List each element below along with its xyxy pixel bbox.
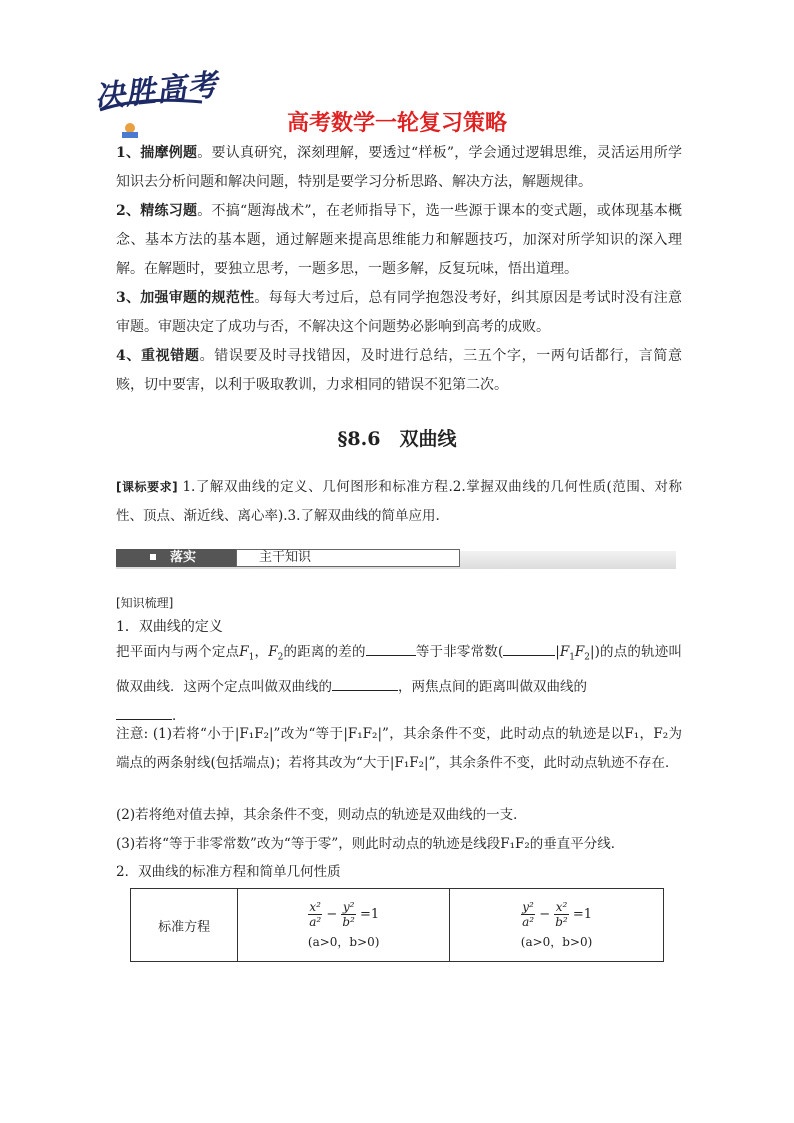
page-title: 高考数学一轮复习策略 <box>286 111 507 136</box>
standard-equation-table <box>130 888 664 962</box>
strategy-heading: 4、重视错题 <box>116 348 200 364</box>
note-2: (2)若将绝对值去掉，其余条件不变，则动点的轨迹是双曲线的一支． <box>116 807 527 823</box>
strategy-1 <box>116 139 682 197</box>
equation-cell-1: $\frac{\text{x²}}{\text{a²}}$ − $\frac{\text{y²}}{\text{b²}}$ =1 (a>0，b>0) <box>238 889 450 962</box>
requirements-text: 1.了解双曲线的定义、几何图形和标准方程.2.掌握双曲线的几何性质(范围、对称性、顶点、渐近线、离心率).3.了解双曲线的简单应用. <box>116 479 682 524</box>
table-row <box>131 889 664 962</box>
note-3: (3)若将“等于非零常数”改为“等于零”，则此时动点的轨迹是线段F₁F₂的垂直平分线． <box>116 836 625 852</box>
strategy-text: 。不搞“题海战术”，在老师指导下，选一些源于课本的变式题，或体现基本概念、基本方法的基本题，通过解题来提高思维能力和解题技巧，加深对所学知识的深入理解。在解题时，要独立思考，一题多思，一题多解，反复玩味，悟出道理。 <box>116 203 682 277</box>
section-banner <box>116 545 676 569</box>
definition-paragraph: 把平面内与两个定点$F_1$，$F_2$的距离的差的 等于非零常数( $|F_1F_2|$)的点的轨迹叫做双曲线．这两个定点叫做双曲线的 ，两焦点间的距离叫做双曲线的 ． <box>116 638 682 731</box>
blank-3[interactable] <box>332 676 398 691</box>
strategy-heading: 3、加强审题的规范性 <box>116 290 255 306</box>
note-1: 注意: (1)若将“小于|F₁F₂|”改为“等于|F₁F₂|”，其余条件不变，此时动点的轨迹是以F₁，F₂为端点的两条射线(包括端点)；若将其改为“大于|F₁F₂|”，其余条件不变，此时动点轨迹不存在． <box>116 726 682 771</box>
logo-text: 决胜高考 <box>92 67 220 116</box>
strategy-2 <box>116 197 682 284</box>
requirements-label: [课标要求] <box>116 480 178 494</box>
section-title: §8.6 双曲线 <box>337 428 457 450</box>
square-icon <box>150 554 156 560</box>
knowledge-label: [知识梳理] <box>116 596 174 610</box>
banner-box-label: 主干知识 <box>236 549 460 567</box>
strategy-heading: 1、揣摩例题 <box>116 145 198 161</box>
table-row-label: 标准方程 <box>131 889 238 962</box>
blank-1[interactable] <box>366 641 416 656</box>
strategy-heading: 2、精练习题 <box>116 203 198 219</box>
item2-title: 2．双曲线的标准方程和简单几何性质 <box>116 864 341 880</box>
requirements <box>116 473 682 531</box>
blank-2[interactable] <box>503 641 555 656</box>
banner-dark-label: 落实 <box>116 549 236 567</box>
strategy-text: 。每每大考过后，总有同学抱怨没考好，纠其原因是考试时没有注意审题。审题决定了成功与否，不解决这个问题势必影响到高考的成败。 <box>116 290 682 335</box>
strategy-text: 。要认真研究，深刻理解，要透过“样板”，学会通过逻辑思维，灵活运用所学知识去分析问题和解决问题，特别是要学习分析思路、解决方法，解题规律。 <box>116 145 682 190</box>
equation-cell-2: $\frac{\text{y²}}{\text{a²}}$ − $\frac{\text{x²}}{\text{b²}}$ =1 (a>0，b>0) <box>450 889 664 962</box>
strategy-4 <box>116 342 682 400</box>
blank-4[interactable] <box>116 705 172 720</box>
strategy-3 <box>116 284 682 342</box>
strategy-text: 。错误要及时寻找错因，及时进行总结，三五个字，一两句话都行，言简意赅，切中要害，以利于吸取教训，力求相同的错误不犯第二次。 <box>116 348 682 393</box>
item1-title: 1．双曲线的定义 <box>116 619 223 635</box>
